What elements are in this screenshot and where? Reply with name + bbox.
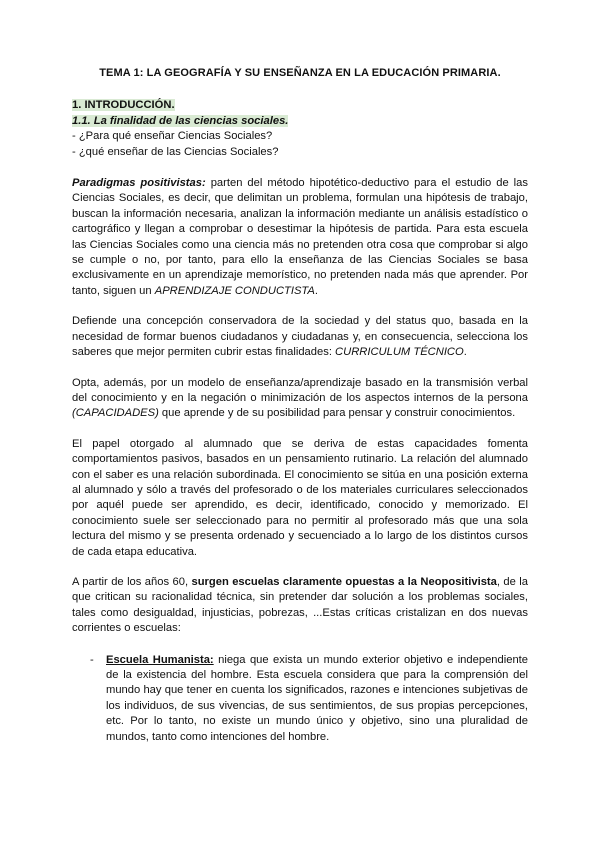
paragraph-italic: CURRICULUM TÉCNICO [335, 346, 464, 359]
schools-list [72, 653, 528, 745]
paragraph-end: , de la que critican su racionalidad técnica, sin pretender dar solución a los problemas sociales, tales como desigualdad, injusticias, pobrezas, ...Estas críticas cristalizan en dos nuevas corrientes o escuelas: [72, 575, 528, 635]
paragraph-lead: Paradigmas positivistas: [72, 177, 206, 190]
document-page [72, 66, 528, 745]
section-heading [72, 98, 528, 113]
paragraph-text: parten del método hipotético-deductivo para el estudio de las Ciencias Sociales, es decir, que delimitan un problema, formulan una hipótesis de trabajo, buscan la información necesaria, analizan la información mediante un análisis estadístico o cartográfico y llegan a comprobar o desestimar la hipótesis de partida. Para esta escuela las Ciencias Sociales como una ciencia más no pretenden otra cosa que comprobar si algo se cumple o no, por tanto, para ello la enseñanza de las Ciencias Sociales se basa exclusivamente en un aprendizaje memorístico, no pretenden nada más que aprender. Por tanto, siguen un [72, 177, 528, 297]
document-title: TEMA 1: LA GEOGRAFÍA Y SU ENSEÑANZA EN LA EDUCACIÓN PRIMARIA. [99, 67, 501, 79]
school-description: niega que exista un mundo exterior objetivo e independiente de la existencia del hombre. Esta escuela considera que para la comprensión del mundo hay que tener en cuenta los significados, razones e intenciones subjetivas de los individuos, de sus vivencias, de sus sentimientos, de sus propias percepciones, etc. Por lo tanto, no existe un mundo único y objetivo, sino una pluralidad de mundos, tanto como intenciones del hombre. [106, 653, 528, 743]
school-name: Escuela Humanista: [106, 653, 214, 666]
question-1: - ¿Para qué enseñar Ciencias Sociales? [72, 130, 273, 143]
paragraph-end: que aprende y de su posibilidad para pensar y construir conocimientos. [158, 407, 516, 420]
paragraph-end: . [463, 346, 467, 359]
paragraph-start: A partir de los años 60, [72, 575, 192, 588]
paragraph-positivist-paradigms [72, 176, 528, 299]
paragraph-end: . [314, 284, 319, 297]
paragraph-conservative-conception [72, 314, 528, 360]
paragraph-italic: (CAPACIDADES) [72, 407, 159, 420]
subsection-heading [72, 114, 528, 129]
paragraph-new-schools [72, 575, 528, 637]
section-heading-text: 1. INTRODUCCIÓN. [72, 99, 175, 112]
paragraph-teaching-model [72, 376, 528, 422]
subsection-heading-text: 1.1. La finalidad de las ciencias sociales. [72, 114, 289, 127]
paragraph-bold: surgen escuelas claramente opuestas a la Neopositivista [191, 575, 497, 588]
paragraph-text: Defiende una concepción conservadora de la sociedad y del status quo, basada en la necesidad de formar buenos ciudadanos y ciudadanas y, en consecuencia, selecciona los saberes que mejor permiten cubrir estas finalidades: [72, 315, 528, 359]
paragraph-text: Opta, además, por un modelo de enseñanza/aprendizaje basado en la transmisión verbal del conocimiento y en la negación o minimización de los aspectos internos de la persona [72, 376, 528, 404]
paragraph-italic: APRENDIZAJE CONDUCTISTA [154, 284, 315, 297]
paragraph-student-role: El papel otorgado al alumnado que se deriva de estas capacidades fomenta comportamientos pasivos, basados en un pensamiento rutinario. La relación del alumnado con el saber es una relación subordinada. El conocimiento se sitúa en una posición externa al alumnado y sólo a través del profesorado o de los materiales curriculares seleccionados por aquél puede ser aprendido, es decir, identificado, conocido y memorizado. El conocimiento suele ser seleccionado para no permitir al profesorado más que una sola lectura del mismo y se presenta ordenado y secuenciado a lo largo de los distintos cursos de cada etapa educativa. [72, 437, 528, 558]
list-item-humanist-school [90, 653, 528, 745]
list-bullet: - [90, 653, 94, 666]
question-2: - ¿qué enseñar de las Ciencias Sociales? [72, 145, 279, 158]
